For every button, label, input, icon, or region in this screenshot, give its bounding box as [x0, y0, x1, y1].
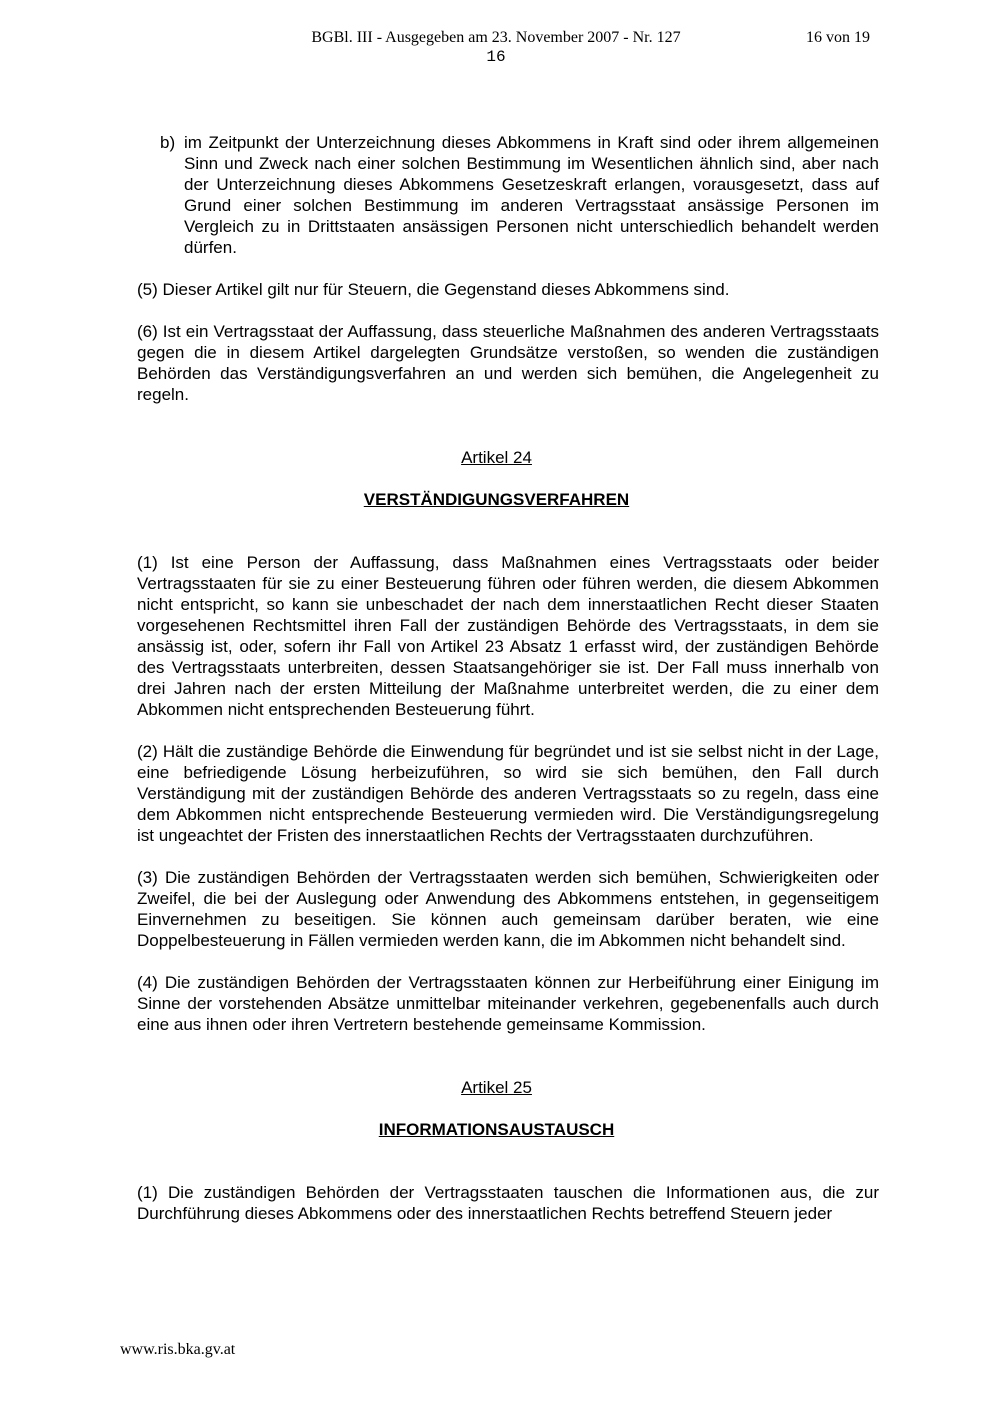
footer-url: www.ris.bka.gv.at — [120, 1341, 236, 1358]
article-24-paragraph-1: (1) Ist eine Person der Auffassung, dass Maßnahmen eines Vertragsstaats oder beider Vertragsstaaten für sie zu einer Besteuerung führen oder führen werden, die diesem Abkommen nicht entspricht, so kann sie unbeschadet der nach dem innerstaatlichen Recht dieser Staaten vorgesehenen Rechtsmittel ihren Fall der zuständigen Behörde des Vertragsstaats, in dem sie ansässig ist, oder, sofern ihr Fall von Artikel 23 Absatz 1 erfasst wird, der zuständigen Behörde des Vertragsstaats unterbreiten, dessen Staatsangehöriger sie ist. Der Fall muss innerhalb von drei Jahren nach der ersten Mitteilung der Maßnahme unterbreitet werden, die zu einer dem Abkommen nicht entsprechenden Besteuerung führt. — [137, 553, 879, 719]
header-page-of: 16 von 19 — [806, 29, 870, 46]
list-item-text: im Zeitpunkt der Unterzeichnung dieses Abkommens in Kraft sind oder ihrem allgemeinen Sinn und Zweck nach einer solchen Bestimmung im Wesentlichen ähnlich sind, aber nach der Unterzeichnung dieses Abkommens Gesetzeskraft erlangen, vorausgesetzt, dass auf Grund einer solchen Bestimmung im anderen Vertragsstaat ansässige Personen im Vergleich zu in Drittstaaten ansässigen Personen nicht unterschiedlich behandelt werden dürfen. — [184, 133, 879, 257]
document-body — [114, 132, 879, 1224]
paragraph-5: (5) Dieser Artikel gilt nur für Steuern, die Gegenstand dieses Abkommens sind. — [137, 280, 730, 299]
article-24-paragraph-2: (2) Hält die zuständige Behörde die Einwendung für begründet und ist sie selbst nicht in der Lage, eine befriedigende Lösung herbeizuführen, so wird sie sich bemühen, den Fall durch Verständigung mit der zuständigen Behörde des anderen Vertragsstaats so zu regeln, dass eine dem Abkommen nicht entsprechende Besteuerung vermieden wird. Die Verständigungsregelung ist ungeachtet der Fristen des innerstaatlichen Rechts der Vertragsstaaten durchzuführen. — [137, 742, 879, 845]
article-25-title: INFORMATIONSAUSTAUSCH — [378, 1120, 615, 1139]
article-24-paragraph-3: (3) Die zuständigen Behörden der Vertragsstaaten werden sich bemühen, Schwierigkeiten oder Zweifel, die bei der Auslegung oder Anwendung des Abkommens entstehen, in gegenseitigem Einvernehmen zu beseitigen. Sie können auch gemeinsam darüber beraten, wie eine Doppelbesteuerung in Fällen vermieden werden kann, die im Abkommen nicht behandelt sind. — [137, 868, 879, 950]
article-25-paragraph-1: (1) Die zuständigen Behörden der Vertragsstaaten tauschen die Informationen aus, die zur Durchführung dieses Abkommens oder des innerstaatlichen Rechts betreffend Steuern jeder — [137, 1183, 879, 1223]
article-24-heading: Artikel 24 — [461, 448, 532, 467]
article-24-title: VERSTÄNDIGUNGSVERFAHREN — [363, 490, 630, 509]
article-24-paragraph-4: (4) Die zuständigen Behörden der Vertragsstaaten können zur Herbeiführung einer Einigung im Sinne der vorstehenden Absätze unmittelbar miteinander verkehren, gegebenenfalls auch durch eine aus ihnen oder ihren Vertretern bestehende gemeinsame Kommission. — [137, 973, 879, 1034]
list-item-label: b) — [160, 133, 176, 152]
header-page-number: 16 — [486, 48, 506, 66]
list-item-b — [160, 132, 879, 258]
article-25-heading: Artikel 25 — [461, 1078, 532, 1097]
header-title: BGBl. III - Ausgegeben am 23. November 2007 - Nr. 127 — [311, 29, 681, 46]
paragraph-6: (6) Ist ein Vertragsstaat der Auffassung, dass steuerliche Maßnahmen des anderen Vertragsstaats gegen die in diesem Artikel dargelegten Grundsätze verstoßen, so wenden die zuständigen Behörden das Verständigungsverfahren an und werden sich bemühen, die Angelegenheit zu regeln. — [137, 322, 879, 404]
